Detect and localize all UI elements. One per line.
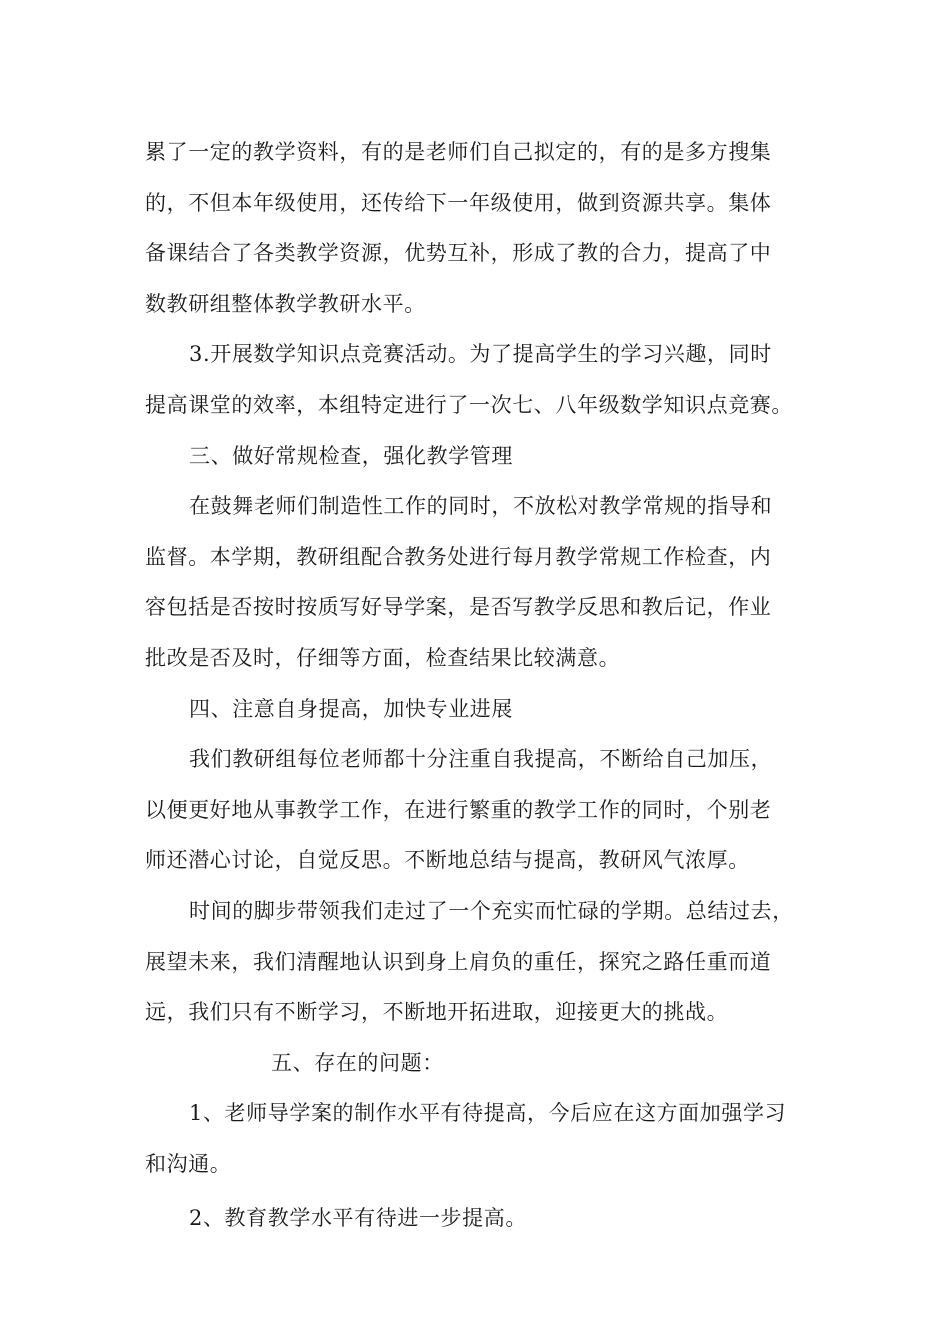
list-item-continuation: 和沟通。 — [145, 1151, 232, 1176]
paragraph-line: 展望未来，我们清醒地认识到身上肩负的重任，探究之路任重而道 — [145, 949, 772, 974]
section-heading: 三、做好常规检查，强化教学管理 — [189, 443, 513, 468]
list-item: 2、教育教学水平有待进一步提高。 — [189, 1206, 527, 1231]
section-heading: 五、存在的问题： — [271, 1050, 444, 1075]
paragraph-line: 的，不但本年级使用，还传给下一年级使用，做到资源共享。集体 — [145, 190, 772, 215]
paragraph-line: 容包括是否按时按质写好导学案，是否写教学反思和教后记，作业 — [145, 595, 772, 620]
paragraph-line: 时间的脚步带领我们走过了一个充实而忙碌的学期。总结过去， — [189, 898, 794, 923]
paragraph-line: 批改是否及时，仔细等方面，检查结果比较满意。 — [145, 645, 621, 670]
paragraph-line: 我们教研组每位老师都十分注重自我提高，不断给自己加压， — [189, 747, 773, 772]
paragraph-line: 在鼓舞老师们制造性工作的同时，不放松对教学常规的指导和 — [189, 494, 773, 519]
paragraph-line: 提高课堂的效率，本组特定进行了一次七、八年级数学知识点竞赛。 — [145, 392, 793, 417]
section-heading: 四、注意自身提高，加快专业进展 — [189, 696, 513, 721]
list-item: 1、老师导学案的制作水平有待提高，今后应在这方面加强学习 — [189, 1101, 787, 1126]
paragraph-line: 师还潜心讨论，自觉反思。不断地总结与提高，教研风气浓厚。 — [145, 848, 750, 873]
paragraph-line: 远，我们只有不断学习，不断地开拓进取，迎接更大的挑战。 — [145, 1000, 729, 1025]
document-body — [145, 127, 835, 1244]
paragraph-line: 监督。本学期，教研组配合教务处进行每月教学常规工作检查，内 — [145, 544, 772, 569]
paragraph-line: 数教研组整体教学教研水平。 — [145, 291, 426, 316]
paragraph-line: 备课结合了各类教学资源，优势互补，形成了教的合力，提高了中 — [145, 241, 772, 266]
paragraph-line: 累了一定的教学资料，有的是老师们自己拟定的，有的是多方搜集 — [145, 140, 772, 164]
paragraph-line: 以便更好地从事教学工作，在进行繁重的教学工作的同时，个别老 — [145, 797, 772, 822]
paragraph-line: 3.开展数学知识点竞赛活动。为了提高学生的学习兴趣，同时 — [189, 342, 772, 367]
